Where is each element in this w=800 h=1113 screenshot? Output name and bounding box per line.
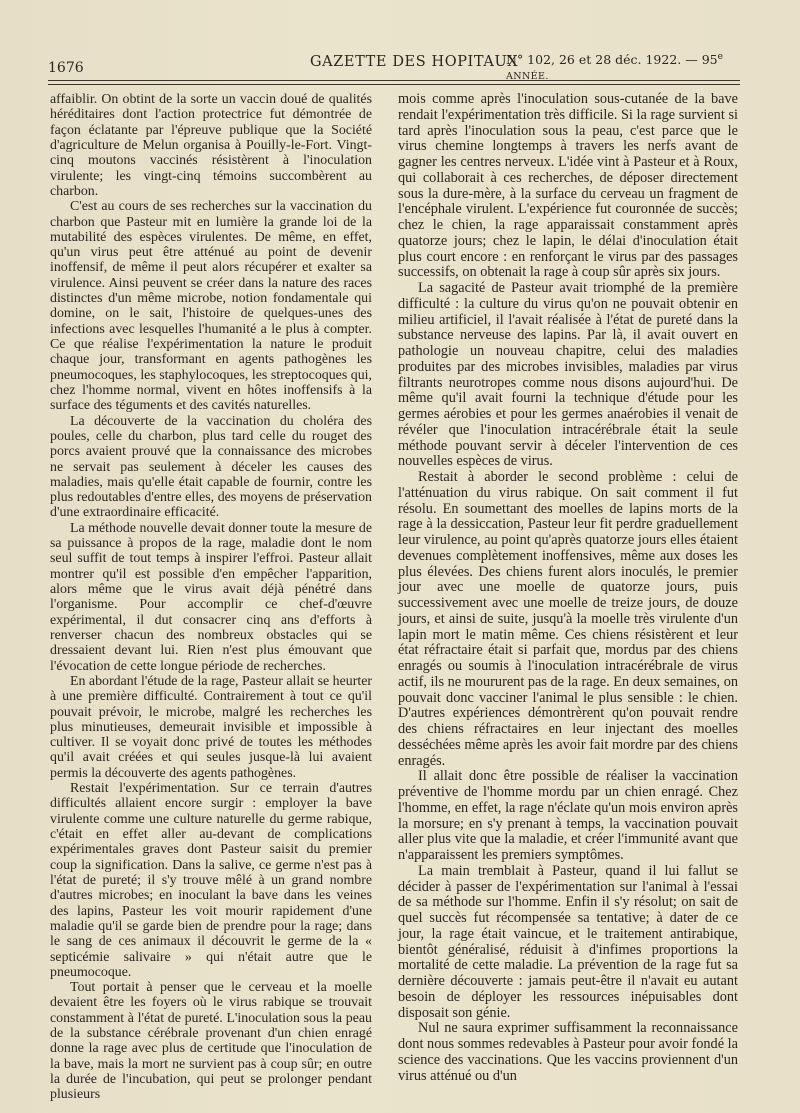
header-rule-bottom — [48, 84, 740, 85]
paragraph: La découverte de la vaccination du choléra des poules, celle du charbon, plus tard celle du rouget des porcs avaient prouvé que la connaissance des microbes ne servait pas seulement à déceler les causes des maladies, mais qu'elle était capable de fournir, contre les plus redoutables d'entre elles, des moyens de préservation d'une extraordinaire efficacité. — [50, 413, 372, 521]
page-header — [48, 52, 748, 83]
paragraph: mois comme après l'inoculation sous-cutanée de la bave rendait l'expérimentation très difficile. Si la rage survient si tard après l'inoculation sous la peau, c'est parce que le virus chemine longtemps à travers les nerfs avant de gagner les centres nerveux. L'idée vint à Pasteur et à Roux, qui collaborait à ces recherches, de déposer directement sous la dure-mère, à la surface du cerveau un fragment de l'encéphale virulent. L'expérience fut couronnée de succès; chez le chien, la rage apparaissait constamment après quatorze jours; chez le lapin, le délai d'inoculation était plus court encore : en renforçant le virus par des passages successifs, on obtenait la rage à coup sûr après six jours. — [398, 91, 738, 281]
paragraph: Nul ne saura exprimer suffisamment la reconnaissance dont nous sommes redevables à Pasteur pour avoir fondé la science des vaccinations. Que les vaccins proviennent d'un virus atténué ou d'un — [398, 1020, 738, 1084]
issue-info — [506, 52, 748, 82]
issue-suffix: ANNÉE. — [506, 71, 549, 83]
paragraph: En abordant l'étude de la rage, Pasteur allait se heurter à une première difficulté. Contrairement à tout ce qu'il pouvait prévoir, le microbe, malgré les recherches les plus minutieuses, demeurait invisible et impossible à cultiver. Il se voyait donc privé de toutes les méthodes qu'il avait créées et qui seules jusque-là lui avaient permis la découverte des agents pathogènes. — [50, 673, 372, 781]
paragraph: La méthode nouvelle devait donner toute la mesure de sa puissance à propos de la rage, maladie dont le nom seul suffit de tout temps à inspirer l'effroi. Pasteur allait montrer qu'il est possible d'en empêcher l'apparition, alors même que le virus avait déjà pénétré dans l'organisme. Pour accomplir ce chef-d'œuvre expérimental, il dut consacrer cinq ans d'efforts à renverser chacun des nombreux obstacles qui se dressaient devant lui. Rien n'est plus émouvant que l'évocation de cette longue période de recherches. — [50, 520, 372, 674]
paragraph: Tout portait à penser que le cerveau et la moelle devaient être les foyers où le virus rabique se trouvait constamment à l'état de pureté. L'inoculation sous la peau de la substance cérébrale provenant d'un chien enragé donne la rage avec plus de certitude que l'inoculation de la bave, mais la mort ne survient pas à coup sûr; en outre la durée de l'incubation, qui peut se prolonger pendant plusieurs — [50, 980, 372, 1103]
left-column — [50, 92, 372, 1103]
paragraph: affaiblir. On obtint de la sorte un vaccin doué de qualités héréditaires dont l'action protectrice fut démontrée de façon éclatante par l'épreuve publique que la Société d'agriculture de Melun organisa à Pouilly-le-Fort. Vingt-cinq moutons vaccinés résistèrent à l'inoculation virulente; les vingt-cinq témoins succombèrent au charbon. — [50, 92, 372, 199]
right-column — [398, 92, 738, 1084]
paragraph: Il allait donc être possible de réaliser la vaccination préventive de l'homme mordu par un chien enragé. Chez l'homme, en effet, la rage n'éclate qu'un mois environ après la morsure; en s'y prenant à temps, la vaccination pouvait aller plus vite que la maladie, et créer l'immunité avant que n'apparaissent les premiers symptômes. — [398, 768, 738, 863]
paragraph: Restait à aborder le second problème : celui de l'atténuation du virus rabique. On sait comment il fut résolu. En soumettant des moelles de lapins morts de la rage à la dessiccation, Pasteur leur fit perdre graduellement leur virulence, au point qu'après quatorze jours elles étaient devenues complètement inoffensives, même aux doses les plus élevées. Des chiens furent alors inoculés, le premier jour avec une moelle de quatorze jours, puis successivement avec une moelle de treize jours, de douze jours, et ainsi de suite, jusqu'à la moelle très virulente d'un lapin mort le matin même. Ces chiens résistèrent et leur état réfractaire était si parfait que, mordus par des chiens enragés ou soumis à l'inoculation intracérébrale de virus actif, ils ne moururent pas de la rage. En deux semaines, on pouvait donc vacciner l'animal le plus sensible : le chien. D'autres expériences démontrèrent qu'on pouvait rendre des chiens réfractaires en leur injectant des moelles desséchées même après les avoir fait mordre par des chiens enragés. — [398, 469, 738, 769]
paragraph: C'est au cours de ses recherches sur la vaccination du charbon que Pasteur mit en lumière la grande loi de la mutabilité des espèces virulentes. De même, en effet, qu'un virus peut être atténué au point de devenir inoffensif, de même il peut alors récupérer et exalter sa virulence. Ainsi peuvent se créer dans la nature des races distinctes d'un même microbe, notion fondamentale qui domine, on le sait, l'histoire de quelques-unes des infections avec lesquelles l'humanité a le plus à compter. Ce que réalise l'expérimentation la nature le produit chaque jour, transformant en agents pathogènes les pneumocoques, les staphylocoques, les streptocoques qui, chez l'homme normal, vivent en hôtes inoffensifs à la surface des téguments et des cavités naturelles. — [50, 199, 372, 414]
paragraph: La main tremblait à Pasteur, quand il lui fallut se décider à passer de l'expérimentation sur l'animal à l'essai de sa méthode sur l'homme. Enfin il s'y résolut; on sait de quel succès fut récompensée sa tentative; à dater de ce jour, la rage était vaincue, et le traitement antirabique, bientôt généralisé, réduisit à d'infimes proportions la mortalité de cette maladie. La prévention de la rage fut sa dernière découverte : jamais peut-être il n'avait eu autant besoin de déployer les ressources inépuisables dont disposait son génie. — [398, 862, 738, 1021]
issue-main: N° 102, 26 et 28 déc. 1922. — 95 — [506, 52, 718, 68]
header-rule-top — [48, 80, 740, 81]
paragraph: La sagacité de Pasteur avait triomphé de la première difficulté : la culture du virus qu'on ne pouvait obtenir en milieu artificiel, il l'avait réalisée à l'état de pureté dans la substance nerveuse des lapins. Par là, il avait ouvert en pathologie un nouveau chapitre, celui des maladies produites par des microbes invisibles, maladies par virus filtrants neurotropes comme nous disons aujourd'hui. De même qu'il avait fourni la technique d'étude pour les germes aérobies et pour les germes anaérobies il venait de révéler que l'inoculation intracérébrale était la seule méthode pouvant servir à déceler l'intervention de ces nouvelles espèces de virus. — [398, 280, 738, 470]
issue-super: e — [717, 52, 723, 62]
journal-title: GAZETTE DES HOPITAUX — [310, 54, 519, 70]
page-number: 1676 — [48, 60, 84, 76]
paragraph: Restait l'expérimentation. Sur ce terrain d'autres difficultés allaient encore surgir : employer la bave virulente comme une culture naturelle du germe rabique, c'était en effet aller au-devant de complications expérimentales graves dont Pasteur saisit du premier coup la signification. Dans la salive, ce germe n'est pas à l'état de pureté; il s'y trouve mêlé à un grand nombre d'autres microbes; en inoculant la bave dans les veines des lapins, Pasteur les voit mourir rapidement d'une maladie qu'il se garde bien de prendre pour la rage; dans le sang de ces animaux il découvrit le germe de la « septicémie salivaire » qui n'était autre que le pneumocoque. — [50, 781, 372, 980]
